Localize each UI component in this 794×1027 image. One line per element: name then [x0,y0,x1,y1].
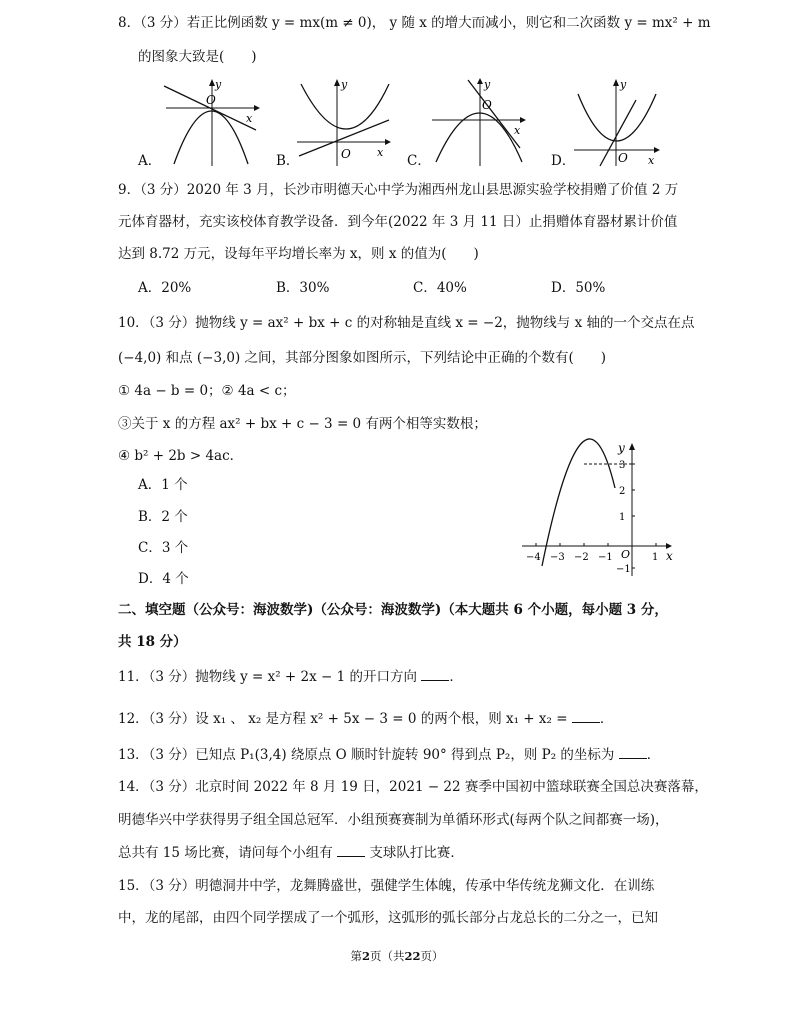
q14-line1: 14．（3 分）北京时间 2022 年 8 月 19 日，2021 − 22 赛季中国初中篮球联赛全国总决赛落幕， [118,779,708,795]
section2-heading-line2: 共 18 分） [118,634,187,650]
q8c-origin: O [482,98,492,112]
q9-option-c: C．40% [413,280,467,296]
q14-line3-end: 支球队打比赛． [369,845,464,861]
q10-xtick-neg3: −3 [550,552,565,563]
page-footer [0,948,794,964]
q15-line2: 中，龙的尾部，由四个同学摆成了一个弧形，这弧形的弧长部分占龙总长的二分之一，已知 [118,910,658,926]
q8c-x-label: x [514,124,521,137]
q8-graph-b [293,78,393,168]
q9-option-a: A．20% [138,280,192,296]
q10-ytick-neg1: −1 [616,564,631,575]
q13-end: ． [646,747,661,763]
q9-line3: 达到 8.72 万元，设每年平均增长率为 x，则 x 的值为( ) [118,246,479,262]
footer-page-number: 2 [361,949,370,963]
q8a-origin: O [206,93,216,107]
footer-total-pages: 22 [404,949,421,963]
q8b-y-label: y [341,78,348,91]
q8d-y-label: y [620,78,627,91]
q12-text: 12．（3 分）设 x₁ 、 x₂ 是方程 x² + 5x − 3 = 0 的两个根，则 x₁ + x₂ = [118,711,568,727]
q11 [118,667,463,687]
q8-graph-a [160,78,260,168]
q11-end: ． [449,669,463,685]
q9-option-b: B．30% [276,280,330,296]
q8-line2: 的图象大致是( ) [138,49,257,65]
q10-xtick-1: 1 [652,552,659,563]
q10-graph [520,438,680,580]
q8a-x-label: x [246,112,253,125]
q8-line1: 8．（3 分）若正比例函数 y = mx(m ≠ 0)， y 随 x 的增大而减小，则它和二次函数 y = mx² + m [118,15,711,31]
q13 [118,745,660,765]
q8a-y-label: y [215,78,222,91]
q8b-x-label: x [377,146,384,159]
footer-suffix: 页） [420,949,444,963]
q10-conclusion-3: ③关于 x 的方程 ax² + bx + c − 3 = 0 有两个相等实数根； [118,416,487,432]
q8-graph-d [570,78,670,168]
q9-line2: 元体育器材，充实该校体育教学设备．到今年(2022 年 3 月 11 日）止捐赠体育器材累计价值 [118,214,678,230]
q14-line3 [118,843,464,863]
q10-line2: (−4,0) 和点 (−3,0) 之间，其部分图象如图所示，下列结论中正确的个数有( ) [118,350,607,366]
q14-line3-text: 总共有 15 场比赛，请问每个小组有 [118,845,333,861]
q10-line1: 10．（3 分）抛物线 y = ax² + bx + c 的对称轴是直线 x = −2，抛物线与 x 轴的一个交点在点 [118,315,695,331]
q8-option-c-label: C． [407,153,431,169]
q10-option-a: A．1 个 [138,477,188,493]
q10-y-label: y [618,441,625,455]
q9-option-d: D．50% [551,280,606,296]
q12-end: ． [599,711,614,727]
q10-conclusion-4: ④ b² + 2b > 4ac． [118,448,244,464]
q15-line1: 15．（3 分）明德洞井中学，龙舞腾盛世，强健学生体魄，传承中华传统龙狮文化．在训练 [118,878,655,894]
q13-text: 13．（3 分）已知点 P₁(3,4) 绕原点 O 顺时针旋转 90° 得到点 P₂，则 P₂ 的坐标为 [118,747,615,763]
q8-option-b-label: B． [276,153,300,169]
q13-answer-blank[interactable] [619,745,647,759]
q8d-x-label: x [648,154,655,167]
footer-prefix: 第 [350,949,362,963]
q8-graph-c [428,78,528,168]
q10-option-d: D．4 个 [138,571,189,587]
q10-conclusion-1-2: ① 4a − b = 0；② 4a < c； [118,383,296,399]
q10-origin: O [621,548,631,561]
q10-x-label: x [666,549,673,563]
q8c-y-label: y [484,78,491,91]
q12 [118,709,613,729]
q14-answer-blank[interactable] [337,843,365,857]
q8b-origin: O [341,147,351,161]
q10-option-b: B．2 个 [138,509,188,525]
q10-ytick-3: 3 [619,460,626,471]
section2-heading-line1: 二、填空题（公众号：海波数学)（公众号：海波数学)（本大题共 6 个小题，每小题 3 分， [118,602,668,618]
q8-option-d-label: D． [551,153,576,169]
q10-ytick-1: 1 [619,512,626,523]
q10-ytick-2: 2 [619,486,626,497]
q8d-origin: O [618,151,628,165]
q11-text: 11．（3 分）抛物线 y = x² + 2x − 1 的开口方向 [118,669,418,685]
q10-xtick-neg4: −4 [526,552,541,563]
q14-line2: 明德华兴中学获得男子组全国总冠军．小组预赛赛制为单循环形式(每两个队之间都赛一场)， [118,812,669,828]
q10-xtick-neg1: −1 [598,552,613,563]
q10-xtick-neg2: −2 [574,552,589,563]
q12-answer-blank[interactable] [572,709,600,723]
q11-answer-blank[interactable] [421,667,449,681]
q8-option-a-label: A． [138,153,162,169]
q9-line1: 9．（3 分）2020 年 3 月，长沙市明德天心中学为湘西州龙山县思源实验学校捐赠了价值 2 万 [118,182,679,198]
footer-mid: 页（共 [370,949,405,963]
q10-option-c: C．3 个 [138,540,189,556]
